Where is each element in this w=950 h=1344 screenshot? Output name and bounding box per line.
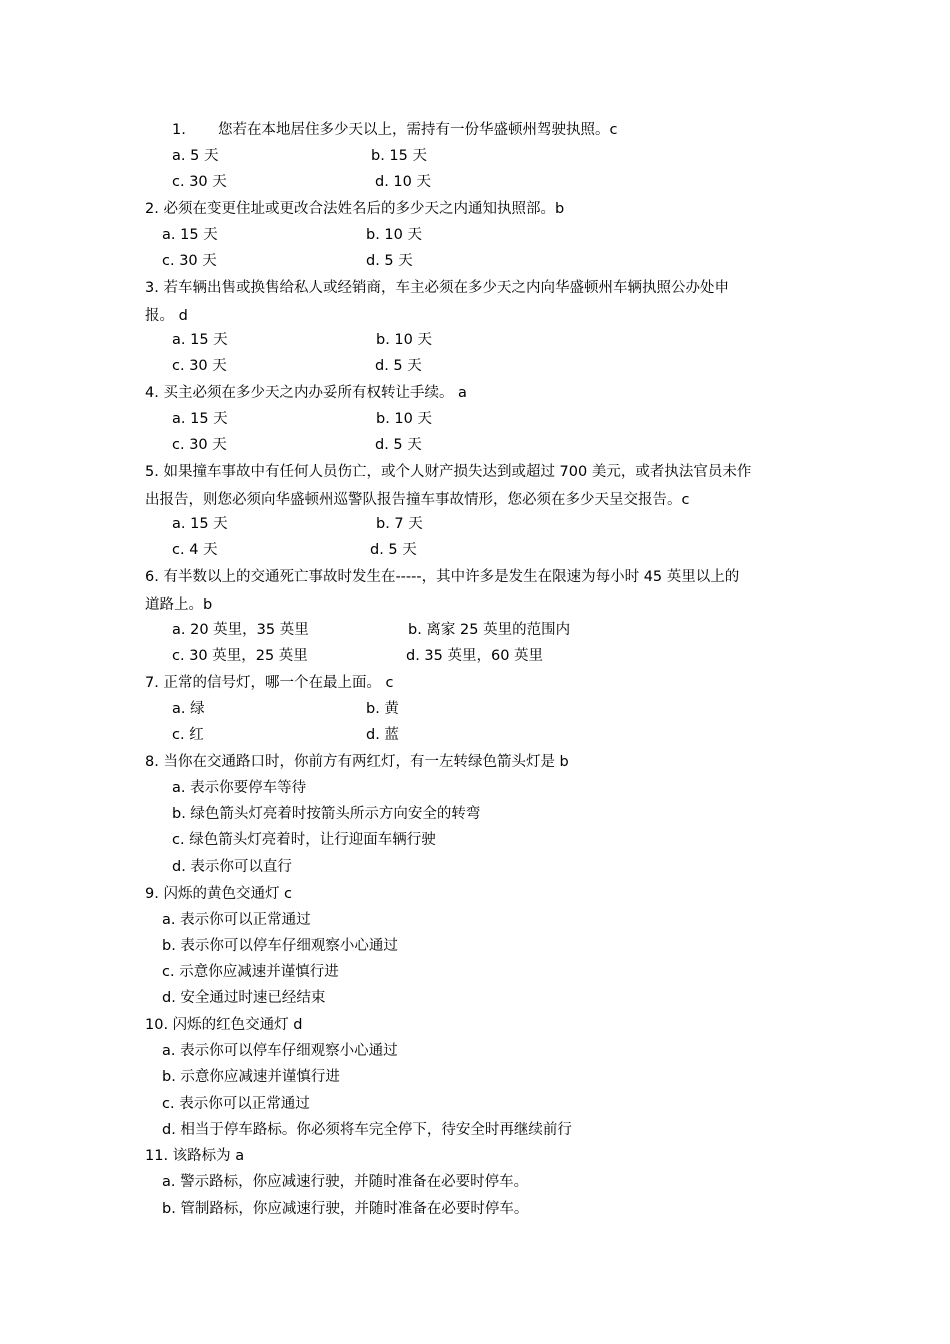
q5-option-c: c. 4 天 <box>172 542 218 558</box>
q2-text: 2. 必须在变更住址或更改合法姓名后的多少天之内通知执照部。b <box>145 201 565 217</box>
q1-option-d: d. 10 天 <box>375 174 431 190</box>
q10-text: 10. 闪烁的红色交通灯 d <box>145 1017 303 1033</box>
q7-option-a: a. 绿 <box>172 701 205 717</box>
q2-option-b: b. 10 天 <box>366 227 422 243</box>
q9-option-c: c. 示意你应减速并谨慎行进 <box>162 964 339 980</box>
q3-text-line1: 3. 若车辆出售或换售给私人或经销商，车主必须在多少天之内向华盛顿州车辆执照公办处申 <box>145 280 729 296</box>
q11-option-b: b. 管制路标，你应减速行驶，并随时准备在必要时停车。 <box>162 1201 529 1217</box>
q10-option-a: a. 表示你可以停车仔细观察小心通过 <box>162 1043 398 1059</box>
q7-option-b: b. 黄 <box>366 701 399 717</box>
q7-option-d: d. 蓝 <box>366 727 399 743</box>
q6-option-d: d. 35 英里，60 英里 <box>406 648 544 664</box>
q8-option-c: c. 绿色箭头灯亮着时，让行迎面车辆行驶 <box>172 832 436 848</box>
q3-option-a: a. 15 天 <box>172 332 228 348</box>
q8-option-d: d. 表示你可以直行 <box>172 859 292 875</box>
q9-option-d: d. 安全通过时速已经结束 <box>162 990 326 1006</box>
q6-option-b: b. 离家 25 英里的范围内 <box>408 622 571 638</box>
q1-option-b: b. 15 天 <box>371 148 427 164</box>
q6-option-a: a. 20 英里，35 英里 <box>172 622 309 638</box>
q7-option-c: c. 红 <box>172 727 204 743</box>
q9-text: 9. 闪烁的黄色交通灯 c <box>145 886 293 902</box>
q2-option-c: c. 30 天 <box>162 253 217 269</box>
q7-text: 7. 正常的信号灯，哪一个在最上面。 c <box>145 675 394 691</box>
q8-text: 8. 当你在交通路口时，你前方有两红灯，有一左转绿色箭头灯是 b <box>145 754 569 770</box>
q1-option-c: c. 30 天 <box>172 174 227 190</box>
q2-option-d: d. 5 天 <box>366 253 413 269</box>
q6-text-line2: 道路上。b <box>145 597 213 613</box>
q3-option-c: c. 30 天 <box>172 358 227 374</box>
q6-text-line1: 6. 有半数以上的交通死亡事故时发生在-----，其中许多是发生在限速为每小时 45 英里以上的 <box>145 569 740 585</box>
q4-text: 4. 买主必须在多少天之内办妥所有权转让手续。 a <box>145 385 467 401</box>
q4-option-a: a. 15 天 <box>172 411 228 427</box>
q1-option-a: a. 5 天 <box>172 148 219 164</box>
q10-option-b: b. 示意你应减速并谨慎行进 <box>162 1069 340 1085</box>
q5-option-b: b. 7 天 <box>376 516 423 532</box>
q5-text-line1: 5. 如果撞车事故中有任何人员伤亡，或个人财产损失达到或超过 700 美元，或者执法官员未作 <box>145 464 752 480</box>
q3-option-b: b. 10 天 <box>376 332 432 348</box>
q5-option-d: d. 5 天 <box>370 542 417 558</box>
q10-option-d: d. 相当于停车路标。你必须将车完全停下，待安全时再继续前行 <box>162 1122 572 1138</box>
q1-number: 1. <box>172 122 186 138</box>
q2-option-a: a. 15 天 <box>162 227 218 243</box>
q10-option-c: c. 表示你可以正常通过 <box>162 1096 310 1112</box>
q5-option-a: a. 15 天 <box>172 516 228 532</box>
q5-text-line2: 出报告，则您必须向华盛顿州巡警队报告撞车事故情形，您必须在多少天呈交报告。c <box>145 492 690 508</box>
q11-text: 11. 该路标为 a <box>145 1148 245 1164</box>
q9-option-a: a. 表示你可以正常通过 <box>162 912 311 928</box>
q6-option-c: c. 30 英里，25 英里 <box>172 648 308 664</box>
q8-option-b: b. 绿色箭头灯亮着时按箭头所示方向安全的转弯 <box>172 806 481 822</box>
q3-option-d: d. 5 天 <box>375 358 422 374</box>
q9-option-b: b. 表示你可以停车仔细观察小心通过 <box>162 938 398 954</box>
q8-option-a: a. 表示你要停车等待 <box>172 780 307 796</box>
q3-text-line2: 报。 d <box>145 308 188 324</box>
q4-option-d: d. 5 天 <box>375 437 422 453</box>
q4-option-c: c. 30 天 <box>172 437 227 453</box>
q11-option-a: a. 警示路标，你应减速行驶，并随时准备在必要时停车。 <box>162 1174 529 1190</box>
q4-option-b: b. 10 天 <box>376 411 432 427</box>
q1-text: 您若在本地居住多少天以上，需持有一份华盛顿州驾驶执照。c <box>218 122 618 138</box>
